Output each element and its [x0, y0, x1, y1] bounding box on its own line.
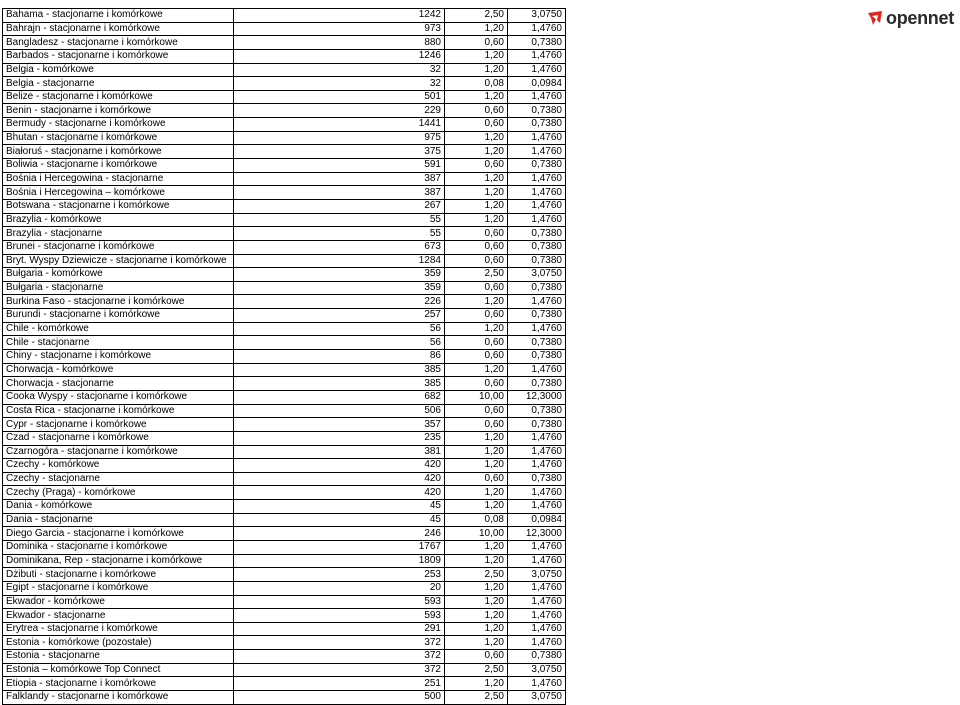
- net-price-cell: 2,50: [445, 691, 508, 705]
- dial-code-cell: 387: [234, 172, 445, 186]
- table-row: [3, 63, 566, 77]
- net-price-cell: 1,20: [445, 677, 508, 691]
- destination-cell: Bośnia i Hercegowina – komórkowe: [3, 186, 234, 200]
- destination-cell: Estonia – komórkowe Top Connect: [3, 663, 234, 677]
- dial-code-cell: 673: [234, 240, 445, 254]
- destination-cell: Egipt - stacjonarne i komórkowe: [3, 581, 234, 595]
- destination-cell: Czechy (Praga) - komórkowe: [3, 486, 234, 500]
- gross-price-cell: 1,4760: [508, 595, 566, 609]
- net-price-cell: 1,20: [445, 581, 508, 595]
- net-price-cell: 0,60: [445, 227, 508, 241]
- table-row: [3, 9, 566, 23]
- gross-price-cell: 3,0750: [508, 568, 566, 582]
- net-price-cell: 0,60: [445, 309, 508, 323]
- net-price-cell: 1,20: [445, 622, 508, 636]
- gross-price-cell: 1,4760: [508, 459, 566, 473]
- net-price-cell: 1,20: [445, 486, 508, 500]
- dial-code-cell: 385: [234, 363, 445, 377]
- net-price-cell: 1,20: [445, 609, 508, 623]
- net-price-cell: 1,20: [445, 199, 508, 213]
- net-price-cell: 0,60: [445, 418, 508, 432]
- gross-price-cell: 0,7380: [508, 281, 566, 295]
- destination-cell: Czechy - stacjonarne: [3, 472, 234, 486]
- net-price-cell: 0,60: [445, 240, 508, 254]
- dial-code-cell: 591: [234, 159, 445, 173]
- table-row: [3, 186, 566, 200]
- dial-code-cell: 420: [234, 459, 445, 473]
- net-price-cell: 1,20: [445, 595, 508, 609]
- destination-cell: Dania - komórkowe: [3, 500, 234, 514]
- dial-code-cell: 682: [234, 390, 445, 404]
- gross-price-cell: 0,7380: [508, 36, 566, 50]
- gross-price-cell: 0,7380: [508, 404, 566, 418]
- net-price-cell: 1,20: [445, 22, 508, 36]
- net-price-cell: 1,20: [445, 90, 508, 104]
- rate-table-sheet: [2, 8, 566, 705]
- net-price-cell: 0,60: [445, 404, 508, 418]
- destination-cell: Botswana - stacjonarne i komórkowe: [3, 199, 234, 213]
- gross-price-cell: 1,4760: [508, 486, 566, 500]
- gross-price-cell: 0,7380: [508, 650, 566, 664]
- net-price-cell: 1,20: [445, 213, 508, 227]
- table-row: [3, 568, 566, 582]
- gross-price-cell: 0,7380: [508, 240, 566, 254]
- gross-price-cell: 1,4760: [508, 172, 566, 186]
- net-price-cell: 0,60: [445, 336, 508, 350]
- table-row: [3, 77, 566, 91]
- destination-cell: Costa Rica - stacjonarne i komórkowe: [3, 404, 234, 418]
- net-price-cell: 1,20: [445, 131, 508, 145]
- destination-cell: Erytrea - stacjonarne i komórkowe: [3, 622, 234, 636]
- destination-cell: Burkina Faso - stacjonarne i komórkowe: [3, 295, 234, 309]
- net-price-cell: 10,00: [445, 527, 508, 541]
- dial-code-cell: 56: [234, 336, 445, 350]
- gross-price-cell: 0,7380: [508, 118, 566, 132]
- gross-price-cell: 1,4760: [508, 581, 566, 595]
- net-price-cell: 1,20: [445, 63, 508, 77]
- table-row: [3, 554, 566, 568]
- table-row: [3, 581, 566, 595]
- gross-price-cell: 0,7380: [508, 377, 566, 391]
- dial-code-cell: 385: [234, 377, 445, 391]
- gross-price-cell: 3,0750: [508, 691, 566, 705]
- dial-code-cell: 1246: [234, 49, 445, 63]
- gross-price-cell: 1,4760: [508, 445, 566, 459]
- dial-code-cell: 501: [234, 90, 445, 104]
- dial-code-cell: 506: [234, 404, 445, 418]
- table-row: [3, 172, 566, 186]
- destination-cell: Barbados - stacjonarne i komórkowe: [3, 49, 234, 63]
- table-row: [3, 595, 566, 609]
- rate-table-body: [3, 9, 566, 705]
- dial-code-cell: 420: [234, 486, 445, 500]
- table-row: [3, 486, 566, 500]
- table-row: [3, 281, 566, 295]
- dial-code-cell: 593: [234, 595, 445, 609]
- dial-code-cell: 1809: [234, 554, 445, 568]
- table-row: [3, 459, 566, 473]
- table-row: [3, 22, 566, 36]
- destination-cell: Benin - stacjonarne i komórkowe: [3, 104, 234, 118]
- destination-cell: Brunei - stacjonarne i komórkowe: [3, 240, 234, 254]
- net-price-cell: 1,20: [445, 636, 508, 650]
- net-price-cell: 1,20: [445, 431, 508, 445]
- dial-code-cell: 593: [234, 609, 445, 623]
- net-price-cell: 1,20: [445, 363, 508, 377]
- table-row: [3, 431, 566, 445]
- table-row: [3, 472, 566, 486]
- net-price-cell: 1,20: [445, 295, 508, 309]
- destination-cell: Białoruś - stacjonarne i komórkowe: [3, 145, 234, 159]
- destination-cell: Dania - stacjonarne: [3, 513, 234, 527]
- net-price-cell: 0,60: [445, 159, 508, 173]
- dial-code-cell: 359: [234, 268, 445, 282]
- table-row: [3, 609, 566, 623]
- table-row: [3, 527, 566, 541]
- destination-cell: Burundi - stacjonarne i komórkowe: [3, 309, 234, 323]
- gross-price-cell: 1,4760: [508, 540, 566, 554]
- net-price-cell: 0,60: [445, 350, 508, 364]
- net-price-cell: 0,60: [445, 254, 508, 268]
- destination-cell: Cypr - stacjonarne i komórkowe: [3, 418, 234, 432]
- table-row: [3, 295, 566, 309]
- dial-code-cell: 291: [234, 622, 445, 636]
- table-row: [3, 390, 566, 404]
- destination-cell: Czad - stacjonarne i komórkowe: [3, 431, 234, 445]
- net-price-cell: 0,60: [445, 650, 508, 664]
- table-row: [3, 363, 566, 377]
- net-price-cell: 1,20: [445, 186, 508, 200]
- gross-price-cell: 0,7380: [508, 350, 566, 364]
- gross-price-cell: 0,7380: [508, 309, 566, 323]
- table-row: [3, 350, 566, 364]
- net-price-cell: 1,20: [445, 49, 508, 63]
- gross-price-cell: 0,7380: [508, 227, 566, 241]
- table-row: [3, 159, 566, 173]
- table-row: [3, 336, 566, 350]
- table-row: [3, 445, 566, 459]
- net-price-cell: 1,20: [445, 172, 508, 186]
- table-row: [3, 622, 566, 636]
- gross-price-cell: 3,0750: [508, 9, 566, 23]
- table-row: [3, 145, 566, 159]
- gross-price-cell: 0,7380: [508, 254, 566, 268]
- destination-cell: Belgia - komórkowe: [3, 63, 234, 77]
- destination-cell: Falklandy - stacjonarne i komórkowe: [3, 691, 234, 705]
- dial-code-cell: 359: [234, 281, 445, 295]
- dial-code-cell: 372: [234, 650, 445, 664]
- gross-price-cell: 1,4760: [508, 90, 566, 104]
- destination-cell: Estonia - stacjonarne: [3, 650, 234, 664]
- gross-price-cell: 1,4760: [508, 213, 566, 227]
- gross-price-cell: 1,4760: [508, 500, 566, 514]
- net-price-cell: 1,20: [445, 145, 508, 159]
- dial-code-cell: 229: [234, 104, 445, 118]
- dial-code-cell: 253: [234, 568, 445, 582]
- destination-cell: Dominikana, Rep - stacjonarne i komórkowe: [3, 554, 234, 568]
- gross-price-cell: 1,4760: [508, 49, 566, 63]
- destination-cell: Bahama - stacjonarne i komórkowe: [3, 9, 234, 23]
- gross-price-cell: 0,7380: [508, 336, 566, 350]
- net-price-cell: 1,20: [445, 322, 508, 336]
- destination-cell: Bryt. Wyspy Dziewicze - stacjonarne i komórkowe: [3, 254, 234, 268]
- dial-code-cell: 20: [234, 581, 445, 595]
- dial-code-cell: 32: [234, 77, 445, 91]
- destination-cell: Chile - komórkowe: [3, 322, 234, 336]
- gross-price-cell: 1,4760: [508, 636, 566, 650]
- gross-price-cell: 1,4760: [508, 431, 566, 445]
- gross-price-cell: 0,0984: [508, 513, 566, 527]
- net-price-cell: 0,08: [445, 513, 508, 527]
- destination-cell: Czechy - komórkowe: [3, 459, 234, 473]
- table-row: [3, 240, 566, 254]
- logo-text: opennet: [886, 7, 954, 28]
- opennet-logo: [867, 7, 954, 29]
- destination-cell: Bułgaria - stacjonarne: [3, 281, 234, 295]
- table-row: [3, 131, 566, 145]
- gross-price-cell: 1,4760: [508, 63, 566, 77]
- gross-price-cell: 1,4760: [508, 131, 566, 145]
- net-price-cell: 2,50: [445, 268, 508, 282]
- rate-table: [2, 8, 566, 705]
- table-row: [3, 513, 566, 527]
- dial-code-cell: 257: [234, 309, 445, 323]
- table-row: [3, 36, 566, 50]
- net-price-cell: 1,20: [445, 500, 508, 514]
- dial-code-cell: 1441: [234, 118, 445, 132]
- destination-cell: Diego Garcia - stacjonarne i komórkowe: [3, 527, 234, 541]
- dial-code-cell: 45: [234, 500, 445, 514]
- gross-price-cell: 1,4760: [508, 322, 566, 336]
- destination-cell: Ekwador - stacjonarne: [3, 609, 234, 623]
- table-row: [3, 663, 566, 677]
- gross-price-cell: 1,4760: [508, 622, 566, 636]
- table-row: [3, 500, 566, 514]
- destination-cell: Brazylia - stacjonarne: [3, 227, 234, 241]
- dial-code-cell: 246: [234, 527, 445, 541]
- destination-cell: Belgia - stacjonarne: [3, 77, 234, 91]
- table-row: [3, 636, 566, 650]
- destination-cell: Etiopia - stacjonarne i komórkowe: [3, 677, 234, 691]
- destination-cell: Bermudy - stacjonarne i komórkowe: [3, 118, 234, 132]
- dial-code-cell: 880: [234, 36, 445, 50]
- dial-code-cell: 1242: [234, 9, 445, 23]
- table-row: [3, 691, 566, 705]
- dial-code-cell: 973: [234, 22, 445, 36]
- gross-price-cell: 0,0984: [508, 77, 566, 91]
- net-price-cell: 2,50: [445, 9, 508, 23]
- table-row: [3, 404, 566, 418]
- table-row: [3, 322, 566, 336]
- dial-code-cell: 55: [234, 227, 445, 241]
- dial-code-cell: 235: [234, 431, 445, 445]
- net-price-cell: 0,60: [445, 377, 508, 391]
- dial-code-cell: 975: [234, 131, 445, 145]
- table-row: [3, 227, 566, 241]
- gross-price-cell: 0,7380: [508, 159, 566, 173]
- dial-code-cell: 381: [234, 445, 445, 459]
- gross-price-cell: 3,0750: [508, 268, 566, 282]
- gross-price-cell: 1,4760: [508, 677, 566, 691]
- dial-code-cell: 1284: [234, 254, 445, 268]
- net-price-cell: 0,60: [445, 36, 508, 50]
- gross-price-cell: 12,3000: [508, 527, 566, 541]
- table-row: [3, 650, 566, 664]
- dial-code-cell: 420: [234, 472, 445, 486]
- table-row: [3, 199, 566, 213]
- destination-cell: Boliwia - stacjonarne i komórkowe: [3, 159, 234, 173]
- dial-code-cell: 45: [234, 513, 445, 527]
- destination-cell: Chiny - stacjonarne i komórkowe: [3, 350, 234, 364]
- dial-code-cell: 372: [234, 636, 445, 650]
- net-price-cell: 1,20: [445, 459, 508, 473]
- net-price-cell: 1,20: [445, 554, 508, 568]
- destination-cell: Bułgaria - komórkowe: [3, 268, 234, 282]
- destination-cell: Chile - stacjonarne: [3, 336, 234, 350]
- gross-price-cell: 1,4760: [508, 363, 566, 377]
- destination-cell: Dominika - stacjonarne i komórkowe: [3, 540, 234, 554]
- destination-cell: Chorwacja - komórkowe: [3, 363, 234, 377]
- gross-price-cell: 1,4760: [508, 295, 566, 309]
- net-price-cell: 0,60: [445, 104, 508, 118]
- destination-cell: Bangladesz - stacjonarne i komórkowe: [3, 36, 234, 50]
- table-row: [3, 213, 566, 227]
- dial-code-cell: 251: [234, 677, 445, 691]
- table-row: [3, 418, 566, 432]
- dial-code-cell: 1767: [234, 540, 445, 554]
- net-price-cell: 2,50: [445, 663, 508, 677]
- table-row: [3, 677, 566, 691]
- gross-price-cell: 0,7380: [508, 104, 566, 118]
- table-row: [3, 90, 566, 104]
- dial-code-cell: 372: [234, 663, 445, 677]
- net-price-cell: 0,60: [445, 472, 508, 486]
- dial-code-cell: 226: [234, 295, 445, 309]
- gross-price-cell: 0,7380: [508, 418, 566, 432]
- destination-cell: Ekwador - komórkowe: [3, 595, 234, 609]
- destination-cell: Chorwacja - stacjonarne: [3, 377, 234, 391]
- destination-cell: Czarnogóra - stacjonarne i komórkowe: [3, 445, 234, 459]
- gross-price-cell: 0,7380: [508, 472, 566, 486]
- gross-price-cell: 1,4760: [508, 554, 566, 568]
- table-row: [3, 118, 566, 132]
- table-row: [3, 254, 566, 268]
- gross-price-cell: 1,4760: [508, 145, 566, 159]
- gross-price-cell: 1,4760: [508, 199, 566, 213]
- dial-code-cell: 500: [234, 691, 445, 705]
- table-row: [3, 268, 566, 282]
- dial-code-cell: 375: [234, 145, 445, 159]
- table-row: [3, 540, 566, 554]
- dial-code-cell: 357: [234, 418, 445, 432]
- destination-cell: Brazylia - komórkowe: [3, 213, 234, 227]
- dial-code-cell: 55: [234, 213, 445, 227]
- dial-code-cell: 387: [234, 186, 445, 200]
- gross-price-cell: 3,0750: [508, 663, 566, 677]
- table-row: [3, 377, 566, 391]
- gross-price-cell: 1,4760: [508, 186, 566, 200]
- table-row: [3, 104, 566, 118]
- dial-code-cell: 32: [234, 63, 445, 77]
- destination-cell: Estonia - komórkowe (pozostałe): [3, 636, 234, 650]
- destination-cell: Bośnia i Hercegowina - stacjonarne: [3, 172, 234, 186]
- gross-price-cell: 12,3000: [508, 390, 566, 404]
- gross-price-cell: 1,4760: [508, 22, 566, 36]
- net-price-cell: 0,08: [445, 77, 508, 91]
- destination-cell: Bhutan - stacjonarne i komórkowe: [3, 131, 234, 145]
- dial-code-cell: 56: [234, 322, 445, 336]
- destination-cell: Bahrajn - stacjonarne i komórkowe: [3, 22, 234, 36]
- net-price-cell: 10,00: [445, 390, 508, 404]
- net-price-cell: 1,20: [445, 540, 508, 554]
- destination-cell: Cooka Wyspy - stacjonarne i komórkowe: [3, 390, 234, 404]
- dial-code-cell: 86: [234, 350, 445, 364]
- net-price-cell: 2,50: [445, 568, 508, 582]
- table-row: [3, 49, 566, 63]
- dial-code-cell: 267: [234, 199, 445, 213]
- net-price-cell: 0,60: [445, 118, 508, 132]
- destination-cell: Dżibuti - stacjonarne i komórkowe: [3, 568, 234, 582]
- net-price-cell: 0,60: [445, 281, 508, 295]
- destination-cell: Belize - stacjonarne i komórkowe: [3, 90, 234, 104]
- table-row: [3, 309, 566, 323]
- gross-price-cell: 1,4760: [508, 609, 566, 623]
- net-price-cell: 1,20: [445, 445, 508, 459]
- opennet-logo-icon: [867, 10, 883, 26]
